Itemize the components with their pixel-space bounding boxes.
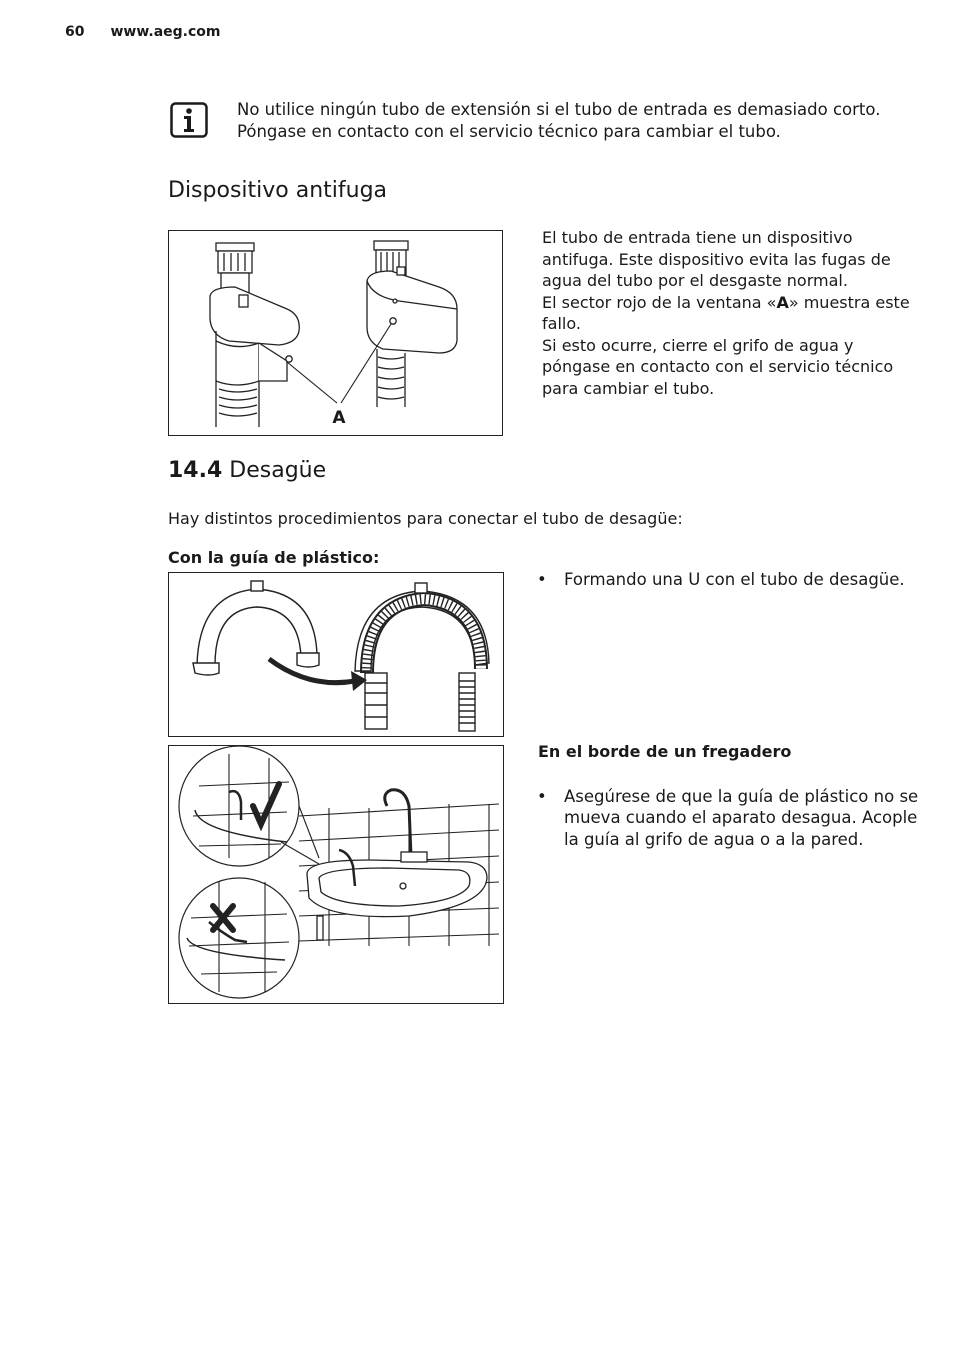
antifuga-paragraph-3: Si esto ocurre, cierre el grifo de agua y póngase en contacto con el servicio técnico para cambiar el tubo. [542, 335, 894, 398]
antifuga-illustration [169, 231, 502, 435]
fregadero-bullet: • Asegúrese de que la guía de plástico no se mueva cuando el aparato desagua. Acople la guía al grifo de agua o a la pared. [537, 786, 929, 851]
desague-intro: Hay distintos procedimientos para conectar el tubo de desagüe: [168, 509, 683, 528]
fregadero-label: En el borde de un fregadero [538, 742, 792, 761]
section-title-desague [168, 458, 326, 483]
antifuga-paragraph-2: El sector rojo de la ventana «A» muestra este fallo. [542, 292, 910, 333]
guia-plastico-figure [168, 572, 504, 737]
info-icon [170, 102, 208, 138]
fregadero-illustration [169, 746, 503, 1003]
page-header [65, 24, 247, 40]
antifuga-description [542, 227, 912, 399]
antifuga-figure [168, 230, 503, 436]
page-number: 60 [65, 24, 85, 40]
guia-plastico-bullet: • Formando una U con el tubo de desagüe. [537, 569, 944, 591]
website-link[interactable]: www.aeg.com [110, 24, 221, 40]
guia-plastico-illustration [169, 573, 503, 736]
section-number: 14.4 [168, 458, 223, 483]
section-title-text: Desagüe [229, 458, 327, 483]
callout-label-a: A [332, 408, 346, 428]
fregadero-figure [168, 745, 504, 1004]
guia-plastico-label: Con la guía de plástico: [168, 548, 380, 567]
section-title-antifuga: Dispositivo antifuga [168, 178, 388, 203]
antifuga-paragraph-1: El tubo de entrada tiene un dispositivo antifuga. Este dispositivo evita las fugas de agua del tubo por el desgaste normal. [542, 228, 891, 290]
info-note-text: No utilice ningún tubo de extensión si el tubo de entrada es demasiado corto. Póngase en contacto con el servicio técnico para cambiar el tubo. [237, 100, 881, 141]
